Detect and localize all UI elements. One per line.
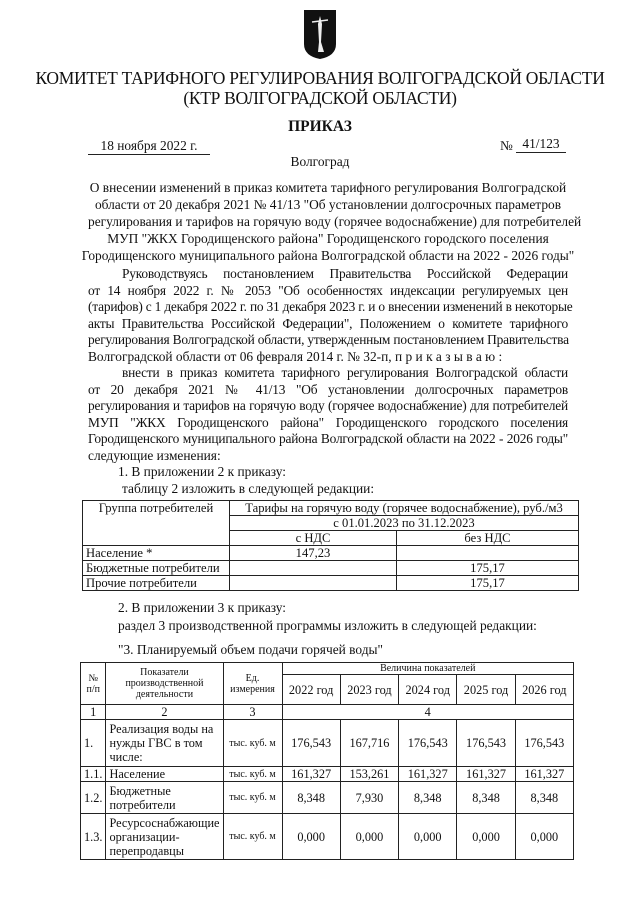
tariff-table <box>82 500 579 591</box>
cell-num: 1.1. <box>81 767 106 782</box>
cell-value: 0,000 <box>340 814 398 860</box>
city: Волгоград <box>290 154 350 169</box>
cell-group: Население * <box>83 546 230 561</box>
cell-value: 161,327 <box>515 767 573 782</box>
cell-group: Бюджетные потребители <box>83 561 230 576</box>
body-line: Городищенского муниципального района Волгоградской области на 2022 - 2026 годы" <box>88 431 568 446</box>
cell-without-vat: 175,17 <box>397 576 579 591</box>
header-tariff: Тарифы на горячую воду (горячее водоснабжение), руб./м3 <box>230 501 579 516</box>
item2-text: раздел 3 производственной программы изложить в следующей редакции: <box>118 618 537 633</box>
cell-value: 0,000 <box>515 814 573 860</box>
cell-value: 161,327 <box>457 767 515 782</box>
cell-value: 0,000 <box>282 814 340 860</box>
subject-line: Городищенского муниципального района Волгоградской области на 2022 - 2026 годы" <box>81 248 575 263</box>
cell-value: 176,543 <box>515 720 573 767</box>
subject-line: МУП "ЖКХ Городищенского района" Городищенского городского поселения <box>107 231 549 246</box>
body-line: от 14 ноября 2022 г. № 2053 "Об особенностях индексации регулируемых цен <box>88 282 568 298</box>
header-year: 2023 год <box>340 675 398 705</box>
number-sign: № <box>500 138 513 153</box>
doc-type: ПРИКАЗ <box>288 118 352 135</box>
cell-num: 1. <box>81 720 106 767</box>
cell-unit: тыс. куб. м <box>223 782 282 814</box>
table-row <box>83 576 579 591</box>
header-without-vat: без НДС <box>397 531 579 546</box>
header-values: Величина показателей <box>282 663 574 675</box>
col-number: 1 <box>81 705 106 720</box>
subject-line: области от 20 декабря 2021 № 41/13 "Об установлении долгосрочных параметров <box>94 197 562 212</box>
doc-number: 41/123 <box>516 136 566 153</box>
table-row <box>81 720 574 767</box>
item1-heading: 1. В приложении 2 к приказу: <box>118 464 287 479</box>
doc-date: 18 ноября 2022 г. <box>88 138 210 155</box>
cell-value: 8,348 <box>515 782 573 814</box>
header-indicator: Показатели производственной деятельности <box>106 663 223 705</box>
cell-value: 0,000 <box>457 814 515 860</box>
cell-num: 1.2. <box>81 782 106 814</box>
header-year: 2022 год <box>282 675 340 705</box>
cell-without-vat: 175,17 <box>397 561 579 576</box>
table-row <box>81 814 574 860</box>
item2-heading: 2. В приложении 3 к приказу: <box>118 600 287 615</box>
org-abbrev: (КТР ВОЛГОГРАДСКОЙ ОБЛАСТИ) <box>183 88 457 108</box>
col-number: 4 <box>282 705 574 720</box>
cell-value: 176,543 <box>399 720 457 767</box>
cell-without-vat <box>397 546 579 561</box>
body-line: регулирования и тарифов на горячую воду (горячее водоснабжение) для потребителей <box>88 398 568 413</box>
table-row <box>83 561 579 576</box>
cell-name: Население <box>106 767 223 782</box>
cell-name: Реализация воды на нужды ГВС в том числе: <box>106 720 223 767</box>
cell-value: 8,348 <box>457 782 515 814</box>
org-title: КОМИТЕТ ТАРИФНОГО РЕГУЛИРОВАНИЯ ВОЛГОГРАДСКОЙ ОБЛАСТИ <box>35 68 605 88</box>
col-number: 3 <box>223 705 282 720</box>
body-line: Волгоградской области от 06 февраля 2014 г. № 32-п, п р и к а з ы в а ю : <box>88 348 503 364</box>
cell-num: 1.3. <box>81 814 106 860</box>
cell-value: 7,930 <box>340 782 398 814</box>
cell-name: Ресурсоснабжающие организации-перепродавцы <box>106 814 223 860</box>
cell-unit: тыс. куб. м <box>223 767 282 782</box>
header-period: с 01.01.2023 по 31.12.2023 <box>230 516 579 531</box>
cell-value: 167,716 <box>340 720 398 767</box>
header-year: 2025 год <box>457 675 515 705</box>
section-title: "3. Планируемый объем подачи горячей воды" <box>118 642 383 657</box>
cell-unit: тыс. куб. м <box>223 814 282 860</box>
cell-value: 176,543 <box>457 720 515 767</box>
cell-value: 8,348 <box>282 782 340 814</box>
subject-line: регулирования и тарифов на горячую воду (горячее водоснабжение) для потребителей <box>88 214 582 229</box>
cell-name: Бюджетные потребители <box>106 782 223 814</box>
table-row <box>81 767 574 782</box>
body-line: Руководствуясь постановлением Правительства Российской Федерации <box>122 266 568 281</box>
cell-value: 161,327 <box>282 767 340 782</box>
body-line: МУП "ЖКХ Городищенского района" Городищенского городского поселения <box>88 414 568 430</box>
cell-with-vat: 147,23 <box>230 546 397 561</box>
coat-of-arms-emblem <box>302 8 338 60</box>
cell-value: 8,348 <box>399 782 457 814</box>
col-number: 2 <box>106 705 223 720</box>
cell-with-vat <box>230 561 397 576</box>
cell-unit: тыс. куб. м <box>223 720 282 767</box>
header-group: Группа потребителей <box>83 501 230 546</box>
cell-with-vat <box>230 576 397 591</box>
body-line: регулирования Волгоградской области, утвержденным постановлением Правительства <box>88 332 569 347</box>
item1-text: таблицу 2 изложить в следующей редакции: <box>122 481 375 496</box>
production-table <box>80 662 574 860</box>
body-line: (тарифов) с 1 декабря 2022 г. по 31 декабря 2023 г. и о внесении изменений в некоторые <box>88 299 573 314</box>
cell-group: Прочие потребители <box>83 576 230 591</box>
body-line: от 20 декабря 2021 № 41/13 "Об установлении долгосрочных параметров <box>88 381 568 397</box>
table-row <box>81 782 574 814</box>
cell-value: 0,000 <box>399 814 457 860</box>
subject-line: О внесении изменений в приказ комитета тарифного регулирования Волгоградской <box>89 180 567 195</box>
header-unit: Ед. измерения <box>223 663 282 705</box>
body-line: следующие изменения: <box>88 447 221 463</box>
body-line: внести в приказ комитета тарифного регулирования Волгоградской области <box>122 365 568 380</box>
cell-value: 153,261 <box>340 767 398 782</box>
cell-value: 176,543 <box>282 720 340 767</box>
cell-value: 161,327 <box>399 767 457 782</box>
header-year: 2026 год <box>515 675 573 705</box>
header-year: 2024 год <box>399 675 457 705</box>
header-num: № п/п <box>81 663 106 705</box>
header-with-vat: с НДС <box>230 531 397 546</box>
body-line: акты Правительства Российской Федерации", Положением о комитете тарифного <box>88 315 568 331</box>
table-row <box>83 546 579 561</box>
